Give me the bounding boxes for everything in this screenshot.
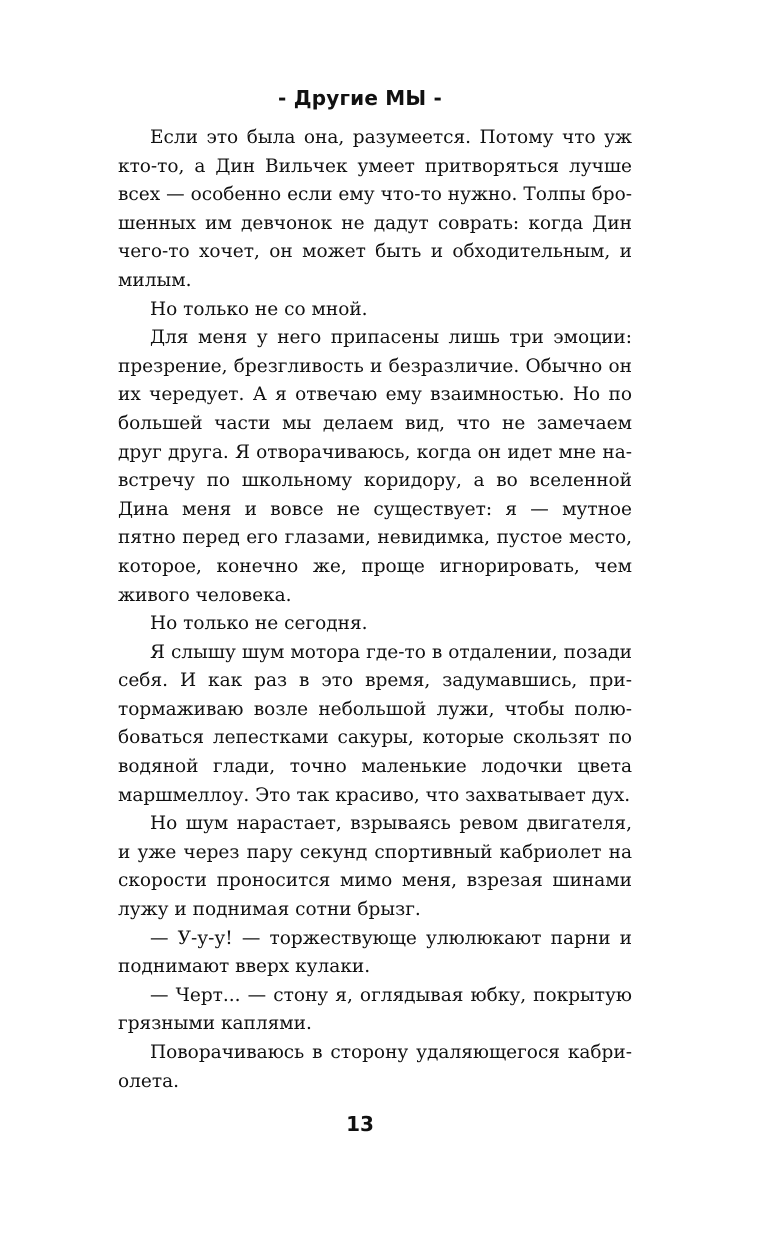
paragraph: Для меня у него припасены лишь три эмоции: презрение, брезгливость и безразличие. Обычно он их чередует. А я отвечаю ему взаимностью. Но по большей части мы делаем вид, что не замечаем друг друга. Я отворачиваюсь, когда он идет мне навстречу по школьному коридору, а во вселенной Дина меня и вовсе не существует: я — мутное пятно перед его глазами, невидимка, пустое место, которое, конечно же, проще игнорировать, чем живого человека. — [118, 327, 632, 606]
page-number: 13 — [346, 1112, 374, 1136]
paragraph: — У-у-у! — торжествующе улюлюкают парни и поднимают вверх кулаки. — [118, 927, 632, 978]
paragraph: Но только не сегодня. — [150, 613, 368, 635]
paragraph: Но шум нарастает, взрываясь ревом двигателя, и уже через пару секунд спортивный кабриолет на скорости проносится мимо меня, взрезая шинами лужу и поднимая сотни брызг. — [118, 813, 632, 921]
paragraph: — Черт... — стону я, оглядывая юбку, покрытую грязными каплями. — [118, 984, 632, 1035]
paragraph: Если это была она, разумеется. Потому что уж кто-то, а Дин Вильчек умеет притворяться лучше всех — особенно если ему что-то нужно. Толпы брошенных им девчонок не дадут соврать: когда Дин чего-то хочет, он может быть и обходительным, и милым. — [118, 127, 632, 291]
paragraph: Но только не со мной. — [150, 298, 368, 320]
paragraph: Я слышу шум мотора где-то в отдалении, позади себя. И как раз в это время, задумавшись, притормаживаю возле небольшой лужи, чтобы полюбоваться лепестками сакуры, которые скользят по водяной глади, точно маленькие лодочки цвета маршмеллоу. Это так красиво, что захватывает дух. — [118, 641, 632, 806]
running-title: - Другие МЫ - — [278, 86, 442, 110]
body-text — [118, 124, 632, 1096]
paragraph: Поворачиваюсь в сторону удаляющегося кабриолета. — [118, 1042, 632, 1092]
